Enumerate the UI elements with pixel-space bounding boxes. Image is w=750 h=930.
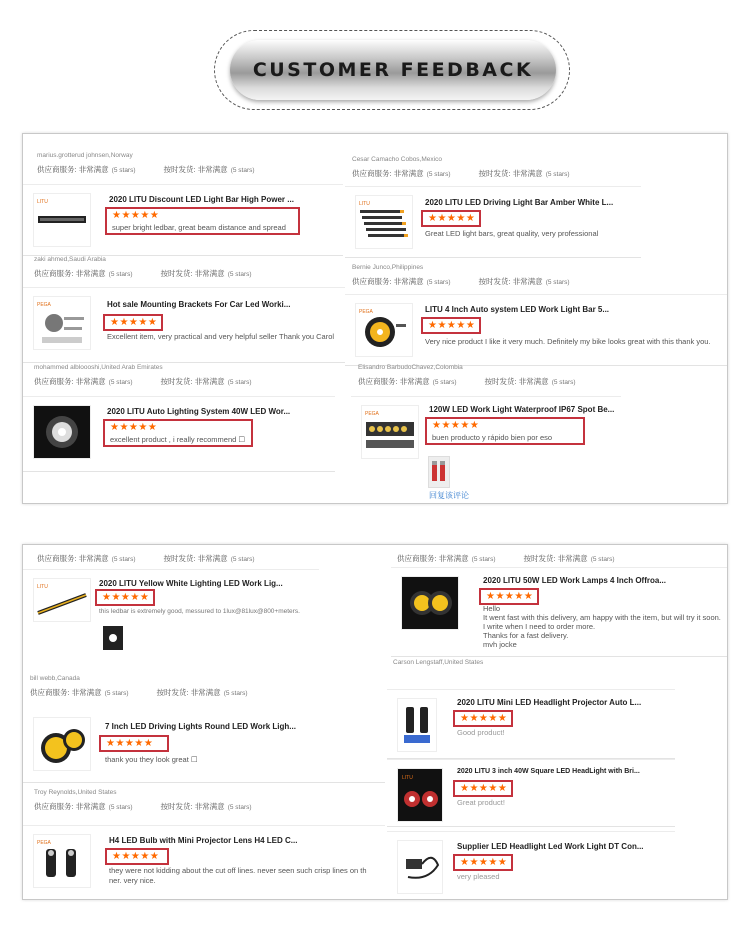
rating-summary: 供应商服务: 非常满意 (5 stars) 按时发货: 非常满意 (5 stars) (358, 377, 576, 386)
review-item (34, 789, 252, 812)
review-comment: excellent product , i really recommend ☐ (110, 435, 246, 444)
product-thumbnail[interactable] (33, 405, 91, 459)
rating-summary: 供应商服务: 非常满意 (5 stars) 按时发货: 非常满意 (5 stars) (30, 688, 248, 697)
product-card[interactable] (23, 569, 319, 657)
rating-box (453, 854, 513, 871)
star-rating: ★★★★★ (428, 320, 476, 331)
review-item (34, 256, 252, 279)
rating-summary: 供应商服务: 非常满意 (5 stars) 按时发货: 非常满意 (5 stars) (34, 802, 252, 811)
product-thumbnail[interactable] (397, 768, 443, 822)
review-comment-line: Thanks for a fast delivery. (483, 631, 569, 640)
star-rating: ★★★★★ (102, 592, 150, 603)
rating-summary: 供应商服务: 非常满意 (5 stars) 按时发货: 非常满意 (5 stars) (34, 269, 252, 278)
review-item (397, 548, 615, 564)
svg-text:LITU: LITU (37, 584, 48, 590)
product-title[interactable]: 2020 LITU Auto Lighting System 40W LED Wor... (107, 407, 291, 416)
review-comment: this ledbar is extremely good, messured to 1lux@81lux@800+meters. (99, 608, 300, 615)
rating-box (105, 207, 300, 235)
rating-summary: 供应商服务: 非常满意 (5 stars) 按时发货: 非常满意 (5 stars) (397, 554, 615, 563)
rating-summary: 供应商服务: 非常满意 (5 stars) 按时发货: 非常满意 (5 stars) (37, 554, 255, 563)
product-title[interactable]: 2020 LITU LED Driving Light Bar Amber White L... (425, 198, 614, 207)
product-card[interactable] (345, 186, 641, 258)
star-rating: ★★★★★ (112, 210, 160, 221)
reviewer-name: Troy Reynolds,United States (34, 789, 117, 796)
feedback-panel-1 (22, 133, 728, 504)
review-comment: buen producto y rápido bien por eso (432, 433, 553, 442)
rating-box (103, 419, 253, 447)
product-card[interactable] (387, 831, 675, 900)
product-card[interactable] (23, 709, 385, 783)
product-thumbnail[interactable] (397, 698, 437, 752)
star-rating: ★★★★★ (110, 422, 158, 433)
product-title[interactable]: 7 Inch LED Driving Lights Round LED Work Ligh... (105, 722, 296, 731)
product-thumbnail[interactable] (397, 840, 443, 894)
product-card[interactable] (23, 825, 385, 900)
rating-box (105, 848, 169, 865)
reviewer-name: zaki ahmed,Saudi Arabia (34, 256, 106, 263)
product-title[interactable]: LITU 4 Inch Auto system LED Work Light Bar 5... (425, 305, 610, 314)
product-title[interactable]: 120W LED Work Light Waterproof IP67 Spot Be... (429, 405, 615, 414)
review-comment: they were not kidding about the cut off lines. never seen such crisp lines on th (109, 866, 367, 875)
star-rating: ★★★★★ (460, 783, 508, 794)
review-item (37, 548, 255, 564)
feedback-panel-2 (22, 544, 728, 900)
attached-photo[interactable] (428, 456, 450, 488)
review-item (358, 364, 576, 387)
product-title[interactable]: H4 LED Bulb with Mini Projector Lens H4 LED C... (109, 836, 298, 845)
svg-text:LITU: LITU (37, 199, 48, 205)
rating-summary: 供应商服务: 非常满意 (5 stars) 按时发货: 非常满意 (5 stars) (352, 169, 570, 178)
rating-box (453, 780, 513, 797)
product-card[interactable] (387, 689, 675, 759)
review-comment: Very nice product I like it very much. Definitely my bike looks great with this thank you. (425, 337, 711, 346)
banner (230, 40, 556, 100)
product-title[interactable]: 2020 LITU Discount LED Light Bar High Power ... (109, 195, 294, 204)
svg-text:PEGA: PEGA (37, 302, 51, 308)
product-title[interactable]: 2020 LITU Mini LED Headlight Projector Auto L... (457, 698, 642, 707)
svg-text:PEGA: PEGA (359, 309, 373, 315)
review-comment: Great product! (457, 798, 505, 807)
rating-box (425, 417, 585, 445)
review-item (393, 659, 483, 666)
review-item (37, 152, 255, 175)
product-title[interactable]: Supplier LED Headlight Led Work Light DT Con... (457, 842, 644, 851)
rating-box (421, 210, 481, 227)
rating-box (453, 710, 513, 727)
reply-link[interactable]: 回复该评论 (429, 491, 469, 500)
rating-box (421, 317, 481, 334)
product-thumbnail[interactable] (33, 578, 91, 622)
reviewer-name: Carson Lengstaff,United States (393, 659, 484, 666)
rating-summary: 供应商服务: 非常满意 (5 stars) 按时发货: 非常满意 (5 stars) (34, 377, 252, 386)
review-comment: thank you they look great ☐ (105, 755, 198, 764)
star-rating: ★★★★★ (460, 857, 508, 868)
svg-text:LITU: LITU (359, 201, 370, 207)
star-rating: ★★★★★ (486, 591, 534, 602)
rating-box (99, 735, 169, 752)
product-title[interactable]: 2020 LITU 50W LED Work Lamps 4 Inch Offroa... (483, 576, 667, 585)
product-card[interactable] (387, 759, 675, 827)
review-item (352, 156, 570, 179)
banner-title: CUSTOMER FEEDBACK (252, 59, 534, 81)
product-card[interactable] (23, 184, 343, 256)
reviewer-name: Cesar Camacho Cobos,Mexico (352, 156, 442, 163)
product-card[interactable] (391, 567, 727, 657)
review-comment: ner. very nice. (109, 876, 156, 885)
rating-summary: 供应商服务: 非常满意 (5 stars) 按时发货: 非常满意 (5 stars) (37, 165, 255, 174)
rating-summary: 供应商服务: 非常满意 (5 stars) 按时发货: 非常满意 (5 stars) (352, 277, 570, 286)
star-rating: ★★★★★ (432, 420, 480, 431)
svg-text:PEGA: PEGA (365, 411, 379, 417)
product-title[interactable]: 2020 LITU Yellow White Lighting LED Work Lig... (99, 579, 283, 588)
product-card[interactable] (23, 287, 345, 363)
reviewer-name: bill webb,Canada (30, 675, 80, 682)
svg-text:PEGA: PEGA (37, 840, 51, 846)
review-comment: Excellent item, very practical and very helpful seller Thank you Carol (107, 332, 335, 341)
reviewer-name: mohammed albloooshi,United Arab Emirates (34, 364, 163, 371)
product-card[interactable] (23, 396, 335, 472)
review-item (30, 675, 248, 698)
review-comment: Good product! (457, 728, 505, 737)
rating-box (95, 589, 155, 606)
star-rating: ★★★★★ (460, 713, 508, 724)
product-thumbnail[interactable] (401, 576, 459, 630)
review-item (352, 264, 570, 287)
product-thumbnail[interactable] (361, 405, 419, 459)
review-comment-line: I write when I need to order more. (483, 622, 596, 631)
star-rating: ★★★★★ (112, 851, 160, 862)
reviewer-name: marius.grotterud johnsen,Norway (37, 152, 133, 159)
rating-box (479, 588, 539, 605)
star-rating: ★★★★★ (110, 317, 158, 328)
review-comment-line: mvh jocke (483, 640, 517, 649)
reviewer-name: Bernie Junco,Philippines (352, 264, 424, 271)
star-rating: ★★★★★ (106, 738, 154, 749)
review-comment: Great LED light bars, great quality, very professional (425, 229, 599, 238)
product-title[interactable]: Hot sale Mounting Brackets For Car Led Worki... (107, 300, 291, 309)
review-comment-line: Hello (483, 604, 501, 613)
product-thumbnail[interactable] (355, 303, 413, 357)
product-card[interactable] (351, 396, 621, 456)
review-comment-line: It went fast with this delivery, am happy with the item, but will try it soon. (483, 613, 721, 622)
rating-box (103, 314, 163, 331)
attached-photo[interactable] (103, 626, 123, 650)
reviewer-name: Elisandro BarbudoChavez,Colombia (358, 364, 463, 371)
review-comment: very pleased (457, 872, 500, 881)
svg-text:LITU: LITU (402, 775, 413, 781)
product-thumbnail[interactable] (33, 717, 91, 771)
product-card[interactable] (345, 294, 728, 366)
product-thumbnail[interactable] (33, 193, 91, 247)
star-rating: ★★★★★ (428, 213, 476, 224)
product-title[interactable]: 2020 LITU 3 inch 40W Square LED HeadLight with Bri... (457, 768, 640, 775)
review-item (34, 364, 252, 387)
review-comment: super bright ledbar, great beam distance and spread (112, 223, 286, 232)
product-thumbnail[interactable] (33, 296, 91, 350)
product-thumbnail[interactable] (33, 834, 91, 888)
product-thumbnail[interactable] (355, 195, 413, 249)
